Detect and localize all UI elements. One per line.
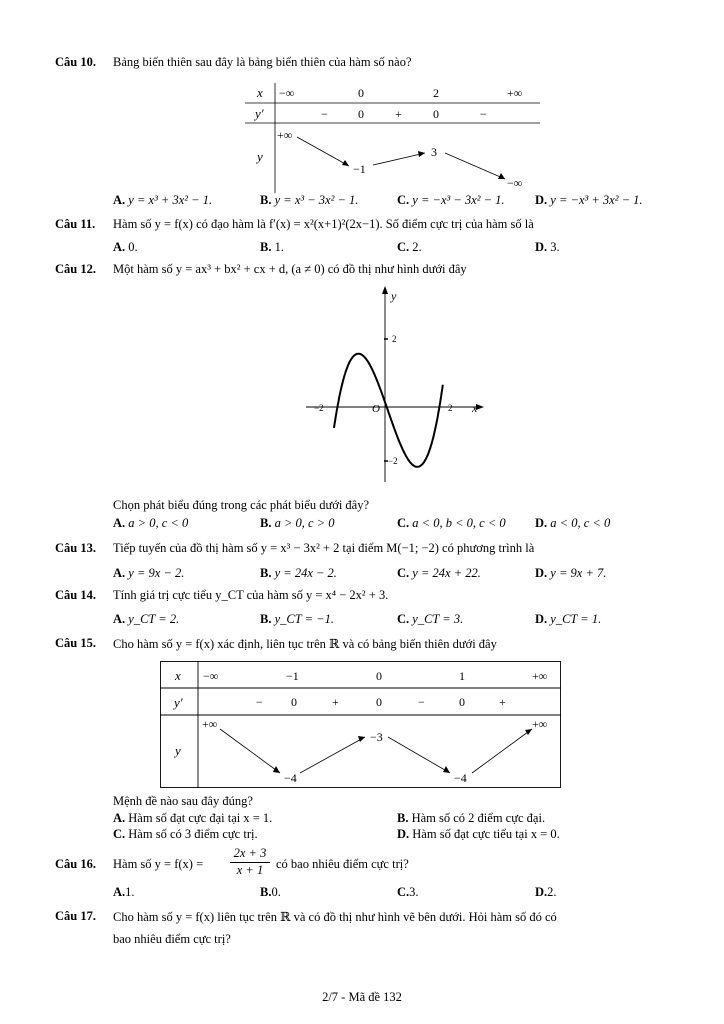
q16-option-c[interactable]: C.3. [397,885,419,899]
q15-x-value: −∞ [203,669,219,683]
q15-y-value: −4 [284,771,297,785]
q10-option-a[interactable]: A. y = x³ + 3x² − 1. [113,193,213,207]
q14-option-a[interactable]: A. y_CT = 2. [113,612,180,626]
q12-text: Một hàm số y = ax³ + bx² + cx + d, (a ≠ 0) có đồ thị như hình dưới đây [113,262,467,276]
x-tick-label: −2 [314,403,324,413]
q10-x-value: +∞ [507,86,523,100]
q11-option-b[interactable]: B. 1. [260,240,284,254]
q15-yp-sign: − [256,695,263,709]
q10-y-value: +∞ [277,128,293,142]
q16-option-a[interactable]: A.1. [113,885,135,899]
x-axis-label: x [472,401,478,415]
x-tick-label: 2 [448,403,453,413]
q12-cubic-graph [300,282,490,488]
q10-arrow-down [445,153,505,179]
y-axis-label: y [391,289,397,303]
q10-y-value: −∞ [507,176,523,190]
q11-label: Câu 11. [55,217,96,231]
q15-arrow-up [300,737,365,773]
q15-y-value: −3 [370,730,383,744]
q10-y-label: y [257,149,263,164]
q15-yp-sign: − [418,695,425,709]
q15-y-label: y [175,743,181,758]
q10-yp-sign: − [321,107,328,121]
q15-yp-sign: + [499,695,506,709]
q10-option-d[interactable]: D. y = −x³ + 3x² − 1. [535,193,643,207]
q15-y-value: −4 [454,771,467,785]
q10-yp-sign: 0 [433,107,439,121]
q13-option-d[interactable]: D. y = 9x + 7. [535,566,607,580]
q16-text-after: có bao nhiêu điểm cực trị? [276,857,409,871]
cubic-curve [334,354,443,467]
q15-yp-sign: + [332,695,339,709]
q10-y-value: −1 [353,162,366,176]
q14-label: Câu 14. [55,588,96,602]
q15-yp-sign: 0 [376,695,382,709]
q10-arrow-up [373,153,425,165]
q17-line1: Cho hàm số y = f(x) liên tục trên ℝ và có đồ thị như hình vẽ bên dưới. Hỏi hàm số đó có [113,910,557,924]
q15-label: Câu 15. [55,636,96,650]
q12-option-b[interactable]: B. a > 0, c > 0 [260,516,335,530]
q10-yp-sign: + [395,107,402,121]
q16-text-before: Hàm số y = f(x) = [113,857,204,871]
q13-option-c[interactable]: C. y = 24x + 22. [397,566,481,580]
q10-x-value: 0 [358,86,364,100]
q12-label: Câu 12. [55,262,96,276]
q12-option-d[interactable]: D. a < 0, c < 0 [535,516,611,530]
q13-option-b[interactable]: B. y = 24x − 2. [260,566,337,580]
q16-numerator: 2x + 3 [230,846,270,863]
q14-option-c[interactable]: C. y_CT = 3. [397,612,464,626]
q15-variation-table [160,661,561,788]
q11-option-d[interactable]: D. 3. [535,240,560,254]
q12-prompt: Chọn phát biểu đúng trong các phát biểu dưới đây? [113,498,370,512]
q13-option-a[interactable]: A. y = 9x − 2. [113,566,185,580]
q15-arrow-up [472,729,532,773]
page-footer: 2/7 - Mã đề 132 [322,990,402,1004]
y-tick-label: 2 [392,334,397,344]
q10-yp-label: y′ [255,106,264,121]
origin-label: O [372,403,380,415]
q10-option-b[interactable]: B. y = x³ − 3x² − 1. [260,193,359,207]
q15-option-d[interactable]: D. Hàm số đạt cực tiểu tại x = 0. [397,827,560,841]
q15-x-value: +∞ [532,669,548,683]
q15-option-b[interactable]: B. Hàm số có 2 điểm cực đại. [397,811,546,825]
q15-x-value: −1 [286,669,299,683]
q12-option-a[interactable]: A. a > 0, c < 0 [113,516,189,530]
q16-fraction [230,846,270,878]
q15-yp-sign: 0 [459,695,465,709]
q16-denominator: x + 1 [236,863,264,877]
q14-option-d[interactable]: D. y_CT = 1. [535,612,602,626]
q10-x-label: x [257,85,263,100]
q15-prompt: Mệnh đề nào sau đây đúng? [113,794,253,808]
q15-arrow-down [388,737,450,773]
q11-text: Hàm số y = f(x) có đạo hàm là f′(x) = x²(x+1)²(2x−1). Số điểm cực trị của hàm số là [113,217,534,231]
q14-option-b[interactable]: B. y_CT = −1. [260,612,334,626]
q10-option-c[interactable]: C. y = −x³ − 3x² − 1. [397,193,505,207]
q13-text: Tiếp tuyến của đồ thị hàm số y = x³ − 3x² + 2 tại điểm M(−1; −2) có phương trình là [113,541,535,555]
q15-text: Cho hàm số y = f(x) xác định, liên tục trên ℝ và có bảng biến thiên dưới đây [113,637,497,651]
q15-x-label: x [175,668,181,683]
q10-text: Bảng biến thiên sau đây là bảng biến thiên của hàm số nào? [113,55,412,69]
q16-option-d[interactable]: D.2. [535,885,557,899]
q13-label: Câu 13. [55,541,96,555]
q15-x-value: 1 [459,669,465,683]
q12-option-c[interactable]: C. a < 0, b < 0, c < 0 [397,516,506,530]
q15-arrow-down [220,729,280,773]
q10-yp-sign: 0 [358,107,364,121]
y-tick-label: −2 [388,456,398,466]
q10-variation-table [245,83,540,193]
q10-y-value: 3 [431,145,437,159]
q15-x-value: 0 [376,669,382,683]
q10-arrow-down [297,137,349,166]
q15-yp-sign: 0 [291,695,297,709]
q17-label: Câu 17. [55,909,96,923]
q11-option-a[interactable]: A. 0. [113,240,138,254]
q15-option-a[interactable]: A. Hàm số đạt cực đại tại x = 1. [113,811,273,825]
q15-y-value: +∞ [202,717,218,731]
q15-y-value: +∞ [532,717,548,731]
q15-option-c[interactable]: C. Hàm số có 3 điểm cực trị. [113,827,258,841]
q10-label: Câu 10. [55,55,96,69]
q10-yp-sign: − [480,107,487,121]
q10-x-value: 2 [433,86,439,100]
q11-option-c[interactable]: C. 2. [397,240,422,254]
q10-x-value: −∞ [279,86,295,100]
q17-line2: bao nhiêu điểm cực trị? [113,932,231,946]
q15-yp-label: y′ [174,695,183,710]
q14-text: Tính giá trị cực tiểu y_CT của hàm số y = x⁴ − 2x² + 3. [113,588,389,602]
q16-label: Câu 16. [55,857,96,871]
q16-option-b[interactable]: B.0. [260,885,281,899]
